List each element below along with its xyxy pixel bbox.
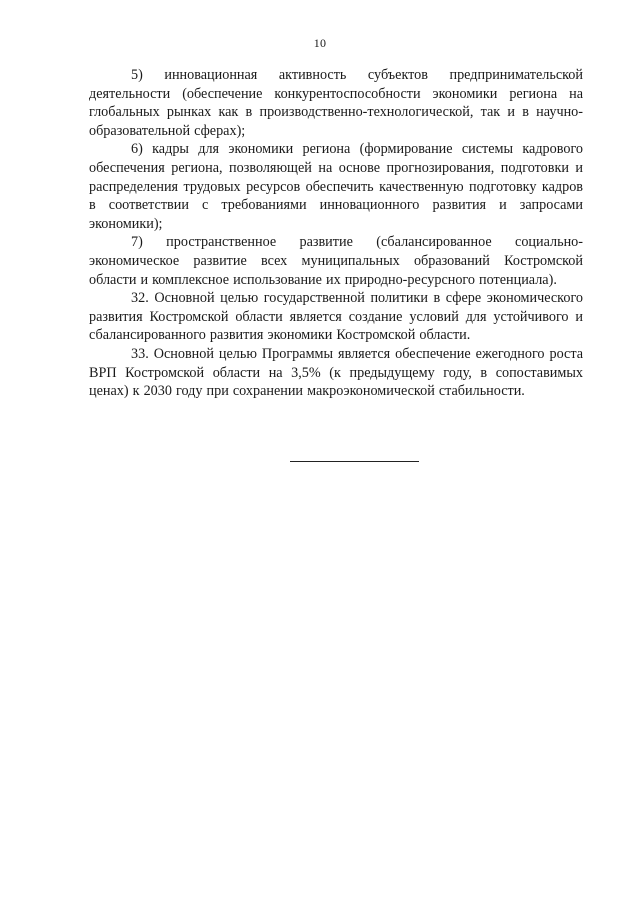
paragraph-33: 33. Основной целью Программы является обеспечение ежегодного роста ВРП Костромской области на 3,5% (к предыдущему году, в сопоставимых ценах) к 2030 году при сохранении макроэкономической стабильности.: [89, 345, 583, 400]
list-item-innovation: 5) инновационная активность субъектов предпринимательской деятельности (обеспечение конкурентоспособности экономики региона на глобальных рынках как в производственно-технологической, так и в научно-образовательной сферах);: [89, 67, 583, 139]
list-item-personnel: 6) кадры для экономики региона (формирование системы кадрового обеспечения региона, позволяющей на основе прогнозирования, подготовки и распределения трудовых ресурсов обеспечить качественную подготовку кадров в соответствии с требованиями инновационного развития и запросами экономики);: [89, 141, 583, 232]
list-item-spatial-development: 7) пространственное развитие (сбалансированное социально-экономическое развитие всех муниципальных образований Костромской области и комплексное использование их природно-ресурсного потенциала).: [89, 234, 583, 288]
end-separator-line: [290, 461, 419, 462]
page-number: 10: [313, 36, 327, 50]
paragraph-32: 32. Основной целью государственной политики в сфере экономического развития Костромской области является создание условий для устойчивого и сбалансированного развития экономики Костромской области.: [89, 290, 583, 344]
document-body: [89, 66, 583, 401]
